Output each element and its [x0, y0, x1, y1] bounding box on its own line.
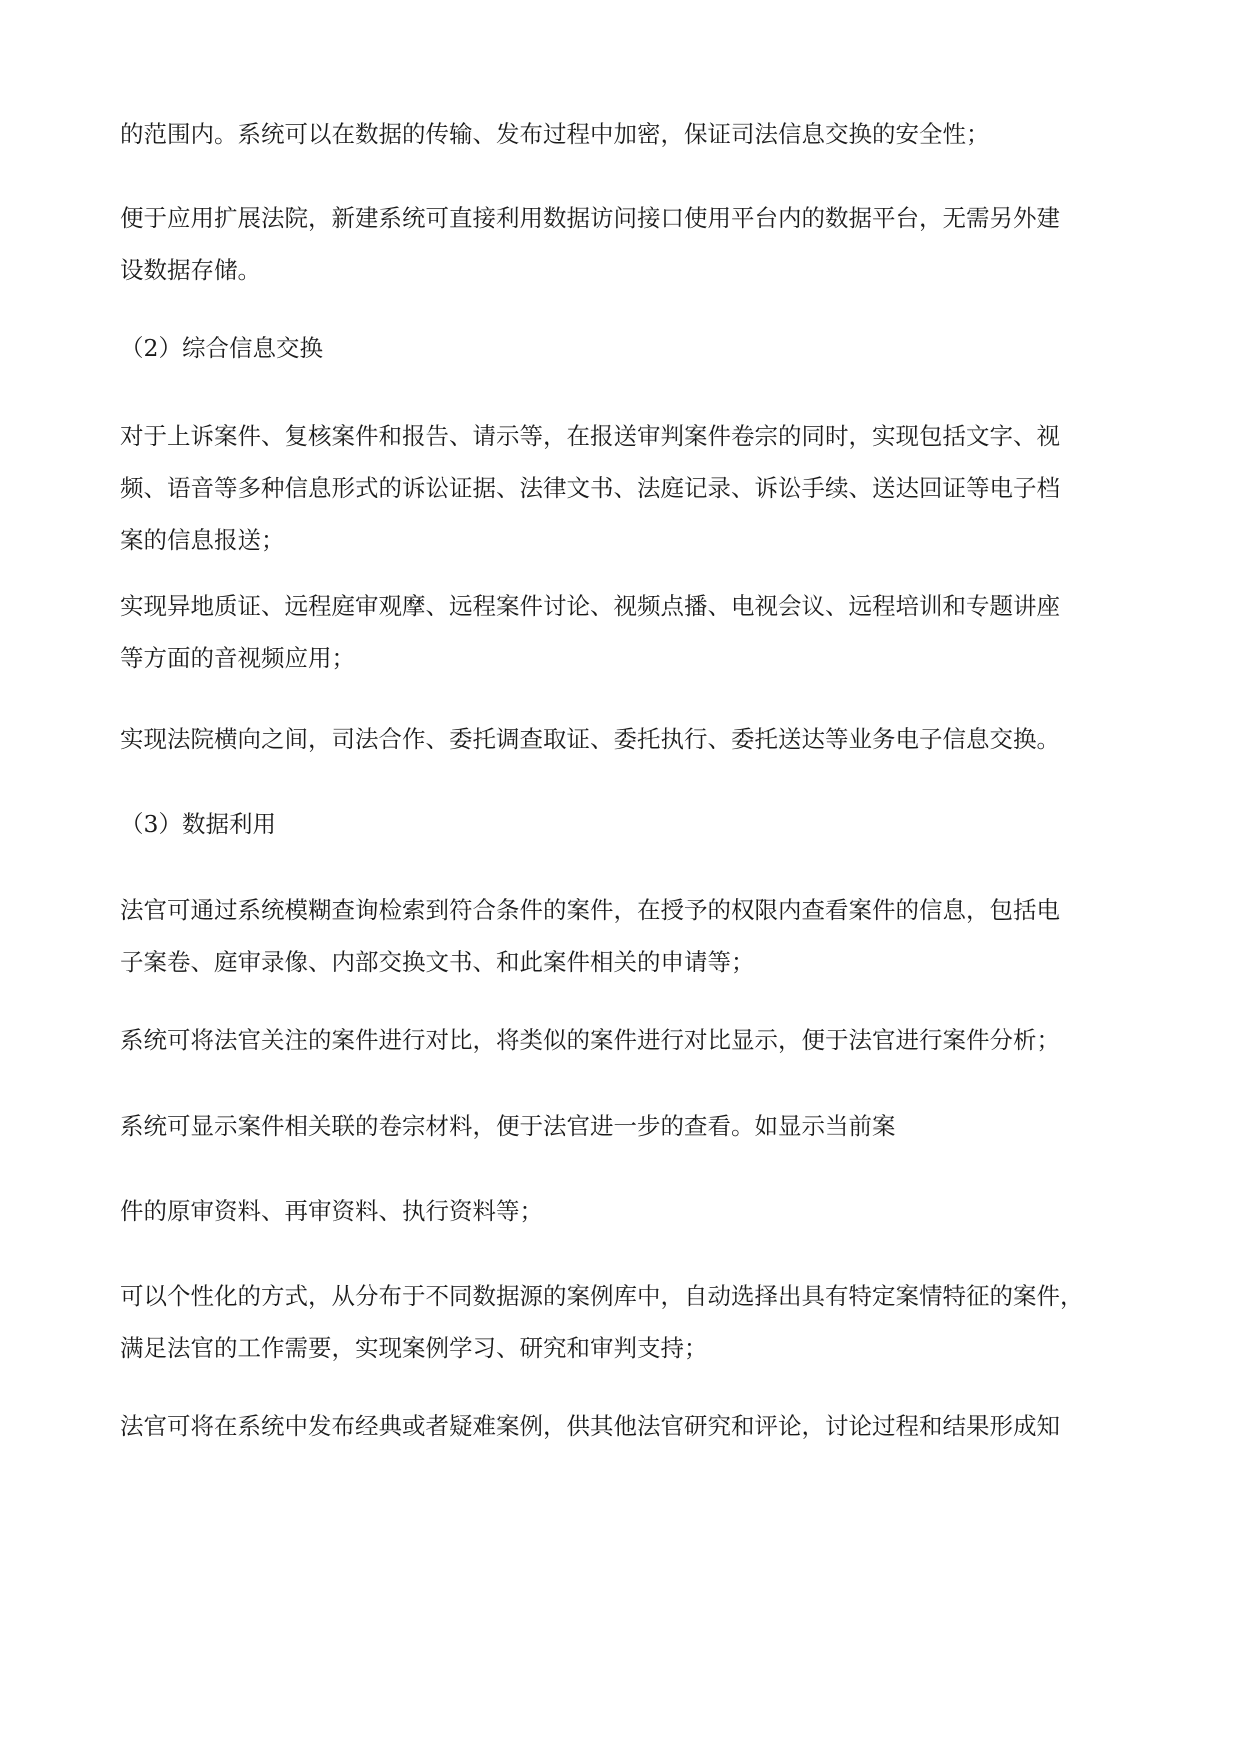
- text-line: （2）综合信息交换: [120, 334, 323, 362]
- paragraph-appeal-cases: [120, 410, 1130, 566]
- text-line: 系统可将法官关注的案件进行对比，将类似的案件进行对比显示，便于法官进行案件分析；: [120, 1026, 1060, 1054]
- text-line: 件的原审资料、再审资料、执行资料等；: [120, 1197, 543, 1225]
- text-line: 可以个性化的方式，从分布于不同数据源的案例库中，自动选择出具有特定案情特征的案件，: [120, 1282, 1084, 1310]
- paragraph-av-applications: [120, 580, 1130, 684]
- paragraph-publish-cases: [120, 1400, 1130, 1452]
- text-line: 案的信息报送；: [120, 526, 285, 554]
- text-line: 设数据存储。: [120, 256, 261, 284]
- text-line: 满足法官的工作需要，实现案例学习、研究和审判支持；: [120, 1334, 708, 1362]
- paragraph-related-files: [120, 1100, 1130, 1152]
- text-line: 法官可通过系统模糊查询检索到符合条件的案件，在授予的权限内查看案件的信息，包括电: [120, 896, 1060, 924]
- text-line: （3）数据利用: [120, 810, 276, 838]
- text-line: 子案卷、庭审录像、内部交换文书、和此案件相关的申请等；: [120, 948, 755, 976]
- paragraph-personalized-selection: [120, 1270, 1130, 1374]
- text-line: 对于上诉案件、复核案件和报告、请示等，在报送审判案件卷宗的同时，实现包括文字、视: [120, 422, 1060, 450]
- paragraph-court-cooperation: [120, 713, 1130, 765]
- text-line: 实现法院横向之间，司法合作、委托调查取证、委托执行、委托送达等业务电子信息交换。: [120, 725, 1060, 753]
- text-line: 便于应用扩展法院，新建系统可直接利用数据访问接口使用平台内的数据平台，无需另外建: [120, 204, 1060, 232]
- paragraph-case-comparison: [120, 1014, 1130, 1066]
- text-line: 等方面的音视频应用；: [120, 644, 355, 672]
- paragraph-encryption: [120, 108, 1130, 160]
- paragraph-extension: [120, 192, 1130, 296]
- text-line: 频、语音等多种信息形式的诉讼证据、法律文书、法庭记录、诉讼手续、送达回证等电子档: [120, 474, 1060, 502]
- section-heading-info-exchange: [120, 322, 1130, 374]
- paragraph-related-files-continued: [120, 1185, 1130, 1237]
- text-line: 系统可显示案件相关联的卷宗材料，便于法官进一步的查看。如显示当前案: [120, 1112, 896, 1140]
- text-line: 的范围内。系统可以在数据的传输、发布过程中加密，保证司法信息交换的安全性；: [120, 120, 990, 148]
- text-line: 法官可将在系统中发布经典或者疑难案例，供其他法官研究和评论，讨论过程和结果形成知: [120, 1412, 1060, 1440]
- text-line: 实现异地质证、远程庭审观摩、远程案件讨论、视频点播、电视会议、远程培训和专题讲座: [120, 592, 1060, 620]
- section-heading-data-usage: [120, 798, 1130, 850]
- paragraph-fuzzy-search: [120, 884, 1130, 988]
